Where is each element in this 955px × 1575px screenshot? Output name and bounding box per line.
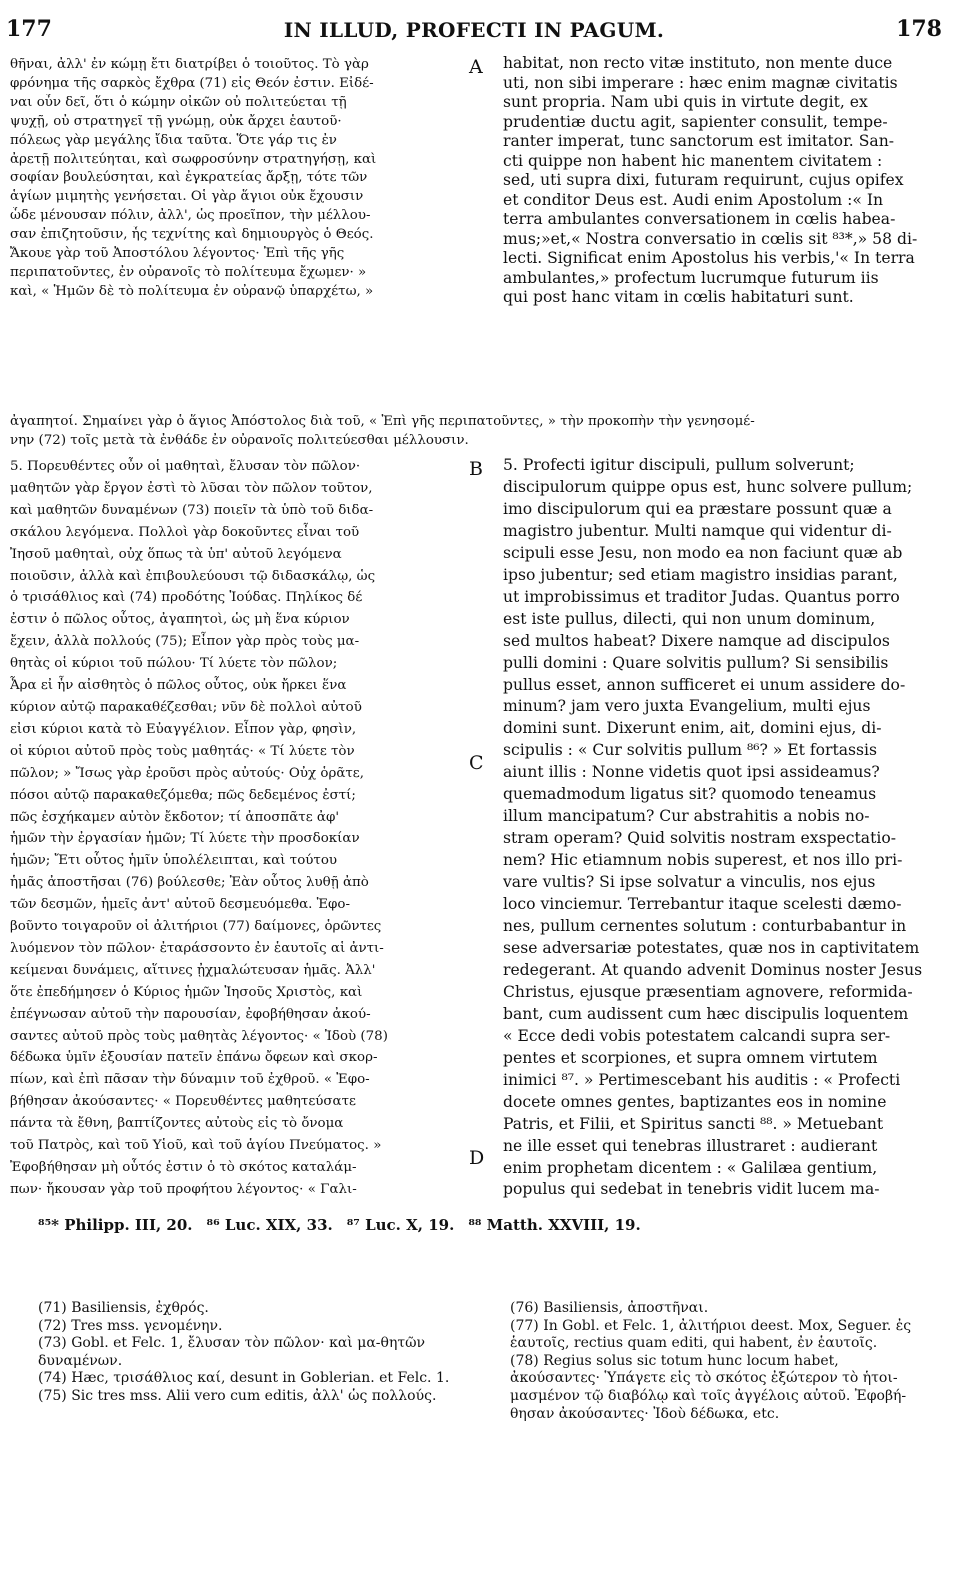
text-line: δέδωκα ὑμῖν ἐξουσίαν πατεῖν ἐπάνω ὄφεων καὶ σκορ- bbox=[10, 1050, 378, 1066]
text-line: φρόνημα τῆς σαρκὸς ἔχθρα (71) εἰς Θεόν ἐστιν. Εἰδέ- bbox=[10, 75, 374, 91]
text-line: aiunt illis : Nonne videtis quot ipsi assideamus? bbox=[503, 763, 880, 782]
text-line: θῆναι, ἀλλ' ἐν κώμῃ ἔτι διατρίβει ὁ τοιοῦτος. Τὸ γὰρ bbox=[10, 57, 369, 72]
text-line: ὧδε μένουσαν πόλιν, ἀλλ', ὡς προεῖπον, τὴν μέλλου- bbox=[10, 208, 371, 224]
text-line: prudentiæ ductu agit, sapienter consulit, tempe- bbox=[503, 112, 888, 131]
text-line: ἐπέγνωσαν αὐτοῦ τὴν παρουσίαν, ἐφοβήθησαν ἀκού- bbox=[10, 1006, 371, 1022]
text-line: illum mancipatum? Cur abstrahitis a nobis no- bbox=[503, 807, 870, 826]
text-line: nes, pullum cernentes solutum : conturbabantur in bbox=[503, 917, 907, 936]
text-line: pulli domini : Quare solvitis pullum? Si sensibilis bbox=[503, 653, 889, 672]
text-line: ἡμῶν τὴν ἐργασίαν ἡμῶν; Τί λύετε τὴν προσδοκίαν bbox=[10, 831, 360, 847]
greek-column-top bbox=[10, 56, 465, 302]
text-line: τοῦ Πατρὸς, καὶ τοῦ Υἱοῦ, καὶ τοῦ ἁγίου Πνεύματος. » bbox=[10, 1138, 382, 1154]
text-line: 5. Profecti igitur discipuli, pullum solverunt; bbox=[503, 456, 855, 474]
latin-column-top bbox=[503, 54, 935, 308]
scripture-reference: ⁸⁷ Luc. X, 19. bbox=[346, 1216, 455, 1234]
text-line: enim prophetam dicentem : « Galilæa gentium, bbox=[503, 1158, 878, 1177]
text-line: pentes et scorpiones, et supra omnem virtutem bbox=[503, 1048, 878, 1067]
footnote: (74) Hæc, τρισάθλιος καί, desunt in Goblerian. et Felc. 1. bbox=[38, 1370, 450, 1387]
page-header bbox=[6, 14, 942, 44]
text-line: redegerant. At quando advenit Dominus noster Jesus bbox=[503, 960, 923, 979]
text-line: ψυχῇ, οὐ στρατηγεῖ τῇ γνώμῃ, οὐκ ἄρχει ἑαυτοῦ· bbox=[10, 113, 342, 129]
text-line: ne ille esset qui tenebras illustraret : audierant bbox=[503, 1136, 878, 1155]
text-line: terra ambulantes conversationem in cœlis habea- bbox=[503, 210, 896, 228]
text-line: sed, uti supra dixi, futuram requirunt, cujus opifex bbox=[503, 171, 904, 189]
text-line: πίων, καὶ ἐπὶ πᾶσαν τὴν δύναμιν τοῦ ἐχθροῦ. « Ἐφο- bbox=[10, 1072, 370, 1088]
text-line: Ἐφοβήθησαν μὴ οὗτός ἐστιν ὁ τὸ σκότος καταλάμ- bbox=[10, 1160, 357, 1175]
text-line: σαν ἐπιζητοῦσιν, ἧς τεχνίτης καὶ δημιουργὸς ὁ Θεός. bbox=[10, 227, 374, 243]
text-line: lecti. Significat enim Apostolus his verbis,'« In terra bbox=[503, 249, 915, 267]
text-line: ἁγίων μιμητὴς γενήσεται. Οἱ γὰρ ἅγιοι οὐκ ἔχουσιν bbox=[10, 189, 364, 205]
section-marker-b: B bbox=[469, 458, 483, 480]
text-line: ναι οὖν δεῖ, ὅτι ὁ κώμην οἰκῶν οὐ πολιτεύεται τῇ bbox=[10, 94, 347, 110]
text-line: ἡμᾶς ἀποστῆσαι (76) βούλεσθε; Ἐὰν οὗτος λυθῇ ἀπὸ bbox=[10, 875, 369, 891]
footnote: (75) Sic tres mss. Alii vero cum editis, ἀλλ' ὡς πολλούς. bbox=[38, 1387, 437, 1404]
text-line: Ἆρα εἰ ἦν αἰσθητὸς ὁ πῶλος οὗτος, οὐκ ἤρκει ἕνα bbox=[10, 678, 347, 694]
footnote: (78) Regius solus sic totum hunc locum habet, ἀκούσαντες· Ὑπάγετε εἰς τὸ σκότος ἐξώτερον τὸ ἡτοι-μασμένον τῷ διαβόλῳ καὶ τοῖς ἀγγέλοις αὐτοῦ. Ἐφοβή-θησαν ἀκούσαντες· Ἰδοὺ δέδωκα, etc. bbox=[510, 1352, 907, 1422]
text-line: habitat, non recto vitæ instituto, non mente duce bbox=[503, 54, 893, 72]
text-line: sese adversariæ potestates, quæ nos in captivitatem bbox=[503, 938, 920, 957]
text-line: imo discipulorum qui ea præstare possunt quæ a bbox=[503, 499, 892, 518]
text-line: περιπατοῦντες, ἐν οὐρανοῖς τὸ πολίτευμα ἔχωμεν· » bbox=[10, 264, 367, 280]
text-line: populus qui sedebat in tenebris vidit lucem ma- bbox=[503, 1180, 880, 1199]
text-line: βοῦντο τοιγαροῦν οἱ ἀλιτήριοι (77) δαίμονες, ὁρῶντες bbox=[10, 919, 382, 935]
text-line: pullus esset, annon sufficeret ei unum assidere do- bbox=[503, 675, 906, 694]
text-line: τῶν δεσμῶν, ἡμεῖς ἀντ' αὐτοῦ δεσμευόμεθα. Ἐφο- bbox=[10, 897, 351, 913]
text-line: scipulis : « Cur solvitis pullum ⁸⁶? » Et fortassis bbox=[503, 741, 878, 760]
text-line: κύριον αὐτῷ παρακαθέζεσθαι; νῦν δὲ πολλοὶ αὐτοῦ bbox=[10, 699, 362, 715]
right-page-number: 178 bbox=[896, 16, 942, 42]
greek-spanning-text bbox=[10, 412, 935, 450]
text-line: sunt propria. Nam ubi quis in virtute degit, ex bbox=[503, 93, 868, 111]
text-line: domini sunt. Dixerunt enim, ait, domini ejus, di- bbox=[503, 719, 882, 738]
greek-column-section-5 bbox=[10, 456, 465, 1201]
text-line: est iste pullus, dilecti, qui non unum dominum, bbox=[503, 609, 876, 628]
text-line: σαντες αὐτοῦ πρὸς τοὺς μαθητὰς λέγοντος· « Ἰδοὺ (78) bbox=[10, 1028, 388, 1044]
text-line: mus;»et,« Nostra conversatio in cœlis sit ⁸³*,» 58 di- bbox=[503, 229, 918, 248]
section-marker-c: C bbox=[469, 752, 484, 774]
text-line: ipso jubentur; sed etiam magistro insidias parant, bbox=[503, 565, 898, 584]
text-line: ranter imperat, tunc sanctorum est imitator. San- bbox=[503, 132, 895, 150]
scripture-reference: ⁸⁵* Philipp. III, 20. bbox=[38, 1216, 193, 1234]
text-line: λυόμενον τὸν πῶλον· ἐταράσσοντο ἐν ἑαυτοῖς αἱ ἀντι- bbox=[10, 940, 384, 956]
footnotes-right bbox=[510, 1300, 930, 1423]
text-line: μαθητῶν γὰρ ἔργον ἐστὶ τὸ λῦσαι τὸν πῶλον τοῦτον, bbox=[10, 480, 373, 496]
text-line: cti quippe non habent hic manentem civitatem : bbox=[503, 151, 883, 170]
text-line: inimici ⁸⁷. » Pertimescebant his auditis : « Profecti bbox=[503, 1070, 901, 1089]
footnotes-left bbox=[38, 1300, 468, 1406]
text-line: θητὰς οἱ κύριοι τοῦ πώλου· Τί λύετε τὸν πῶλον; bbox=[10, 656, 338, 672]
text-line: ambulantes,» profectum lucrumque futurum iis bbox=[503, 268, 879, 287]
latin-column-section-5 bbox=[503, 455, 935, 1201]
text-line: Ἰησοῦ μαθηταὶ, οὐχ ὅπως τὰ ὑπ' αὐτοῦ λεγόμενα bbox=[10, 546, 342, 562]
section-marker-a: A bbox=[469, 56, 483, 78]
text-line: πων· ἤκουσαν γὰρ τοῦ προφήτου λέγοντος· « Γαλι- bbox=[10, 1181, 357, 1197]
text-line: βήθησαν ἀκούσαντες· « Πορευθέντες μαθητεύσατε bbox=[10, 1094, 356, 1110]
text-line: minum? jam vero juxta Evangelium, multi ejus bbox=[503, 697, 871, 716]
text-line: ἀγαπητοί. Σημαίνει γὰρ ὁ ἅγιος Ἀπόστολος διὰ τοῦ, « Ἐπὶ γῆς περιπατοῦντες, » τὴν προκοπὴν τὴν γενησομέ- bbox=[10, 414, 755, 429]
text-line: magistro jubentur. Multi namque qui videntur di- bbox=[503, 521, 892, 540]
text-line: stram operam? Quid solvitis nostram exspectatio- bbox=[503, 829, 896, 848]
text-line: ἀρετῇ πολιτεύηται, καὶ σωφροσύνην στρατηγήσῃ, καὶ bbox=[10, 151, 377, 167]
text-line: docete omnes gentes, baptizantes eos in nomine bbox=[503, 1092, 887, 1111]
scripture-reference: ⁸⁶ Luc. XIX, 33. bbox=[206, 1216, 333, 1234]
footnote: (71) Basiliensis, ἐχθρός. bbox=[38, 1300, 209, 1316]
text-line: ὁ τρισάθλιος καὶ (74) προδότης Ἰούδας. Πηλίκος δέ bbox=[10, 590, 363, 606]
text-line: bant, cum audissent cum hæc discipulis loquentem bbox=[503, 1004, 909, 1023]
text-line: sed multos habeat? Dixere namque ad discipulos bbox=[503, 631, 890, 650]
text-line: loco vinciemur. Terrebantur itaque scelesti dæmo- bbox=[503, 895, 902, 914]
text-line: Christus, ejusque præsentiam agnovere, reformida- bbox=[503, 982, 913, 1001]
text-line: Ἄκουε γὰρ τοῦ Ἀποστόλου λέγοντος· Ἐπὶ τῆς γῆς bbox=[10, 246, 345, 262]
left-page-number: 177 bbox=[6, 16, 52, 42]
text-line: κείμεναι δυνάμεις, αἵτινες ᾐχμαλώτευσαν ἡμᾶς. Ἀλλ' bbox=[10, 962, 376, 978]
text-line: ἡμῶν; Ἔτι οὗτος ἡμῖν ὑπολέλειπται, καὶ τούτου bbox=[10, 853, 338, 869]
text-line: εἰσι κύριοι κατὰ τὸ Εὐαγγέλιον. Εἶπον γὰρ, φησὶν, bbox=[10, 721, 357, 737]
footnote: (72) Tres mss. γενομένην. bbox=[38, 1317, 223, 1334]
text-line: nem? Hic etiamnum nobis superest, et nos illo pri- bbox=[503, 851, 903, 870]
scripture-reference: ⁸⁸ Matth. XXVIII, 19. bbox=[468, 1216, 641, 1234]
text-line: νην (72) τοῖς μετὰ τὰ ἐνθάδε ἐν οὐρανοῖς πολιτεύεσθαι μέλλουσιν. bbox=[10, 433, 469, 448]
footnote: (73) Gobl. et Felc. 1, ἔλυσαν τὸν πῶλον· καὶ μα-θητῶν δυναμένων. bbox=[38, 1335, 426, 1369]
text-line: πῶς ἐσχήκαμεν αὐτὸν ἔκδοτον; τί ἀποσπᾶτε ἀφ' bbox=[10, 809, 339, 825]
text-line: ὅτε ἐπεδήμησεν ὁ Κύριος ἡμῶν Ἰησοῦς Χριστὸς, καὶ bbox=[10, 984, 363, 1000]
text-line: καὶ μαθητῶν δυναμένων (73) ποιεῖν τὰ ὑπὸ τοῦ διδα- bbox=[10, 502, 374, 518]
text-line: vare vultis? Si ipse solvatur a vinculis, nos ejus bbox=[503, 873, 876, 892]
text-line: πόλεως γὰρ μεγάλης ἴδια ταῦτα. Ὅτε γάρ τις ἐν bbox=[10, 132, 337, 148]
section-marker-d: D bbox=[469, 1147, 485, 1169]
text-line: ἐστιν ὁ πῶλος οὗτος, ἀγαπητοὶ, ὡς μὴ ἕνα κύριον bbox=[10, 612, 350, 628]
text-line: « Ecce dedi vobis potestatem calcandi supra ser- bbox=[503, 1026, 891, 1045]
text-line: σοφίαν βουλεύσηται, καὶ ἐγκρατείας ἄρξῃ, τότε τῶν bbox=[10, 170, 368, 186]
text-line: οἱ κύριοι αὐτοῦ πρὸς τοὺς μαθητάς· « Τί λύετε τὸν bbox=[10, 743, 355, 759]
text-line: πῶλον; » Ἴσως γὰρ ἐροῦσι πρὸς αὐτούς· Οὐχ ὁρᾶτε, bbox=[10, 765, 364, 781]
text-line: uti, non sibi imperare : hæc enim magnæ civitatis bbox=[503, 73, 898, 92]
footnote: (77) In Gobl. et Felc. 1, ἀλιτήριοι deest. Mox, Seguer. ἐς ἑαυτοῖς, rectius quam editi, qui habent, ἐν ἑαυτοῖς. bbox=[510, 1317, 912, 1352]
text-line: quemadmodum ligatus sit? quomodo teneamus bbox=[503, 785, 877, 804]
text-line: ut improbissimus et traditor Judas. Quantus porro bbox=[503, 587, 900, 606]
text-line: qui post hanc vitam in cœlis habitaturi sunt. bbox=[503, 288, 854, 306]
text-line: καὶ, « Ἡμῶν δὲ τὸ πολίτευμα ἐν οὐρανῷ ὑπαρχέτω, » bbox=[10, 283, 374, 299]
text-line: Patris, et Filii, et Spiritus sancti ⁸⁸. » Metuebant bbox=[503, 1114, 884, 1133]
text-line: πάντα τὰ ἔθνη, βαπτίζοντες αὐτοὺς εἰς τὸ ὄνομα bbox=[10, 1116, 344, 1132]
text-line: ἔχειν, ἀλλὰ πολλούς (75); Εἶπον γὰρ πρὸς τοὺς μα- bbox=[10, 634, 360, 650]
text-line: discipulorum quippe opus est, hunc solvere pullum; bbox=[503, 477, 913, 496]
text-line: et conditor Deus est. Audi enim Apostolum :« In bbox=[503, 190, 884, 209]
text-line: ποιοῦσιν, ἀλλὰ καὶ ἐπιβουλεύουσι τῷ διδασκάλῳ, ὡς bbox=[10, 568, 376, 584]
text-line: scipuli esse Jesu, non modo ea non faciunt quæ ab bbox=[503, 543, 903, 562]
running-title: IN ILLUD, PROFECTI IN PAGUM. bbox=[283, 18, 665, 42]
scripture-references bbox=[38, 1216, 655, 1234]
text-line: σκάλου λεγόμενα. Πολλοὶ γὰρ δοκοῦντες εἶναι τοῦ bbox=[10, 524, 360, 540]
text-line: 5. Πορευθέντες οὖν οἱ μαθηταὶ, ἔλυσαν τὸν πῶλον· bbox=[10, 459, 361, 474]
footnote: (76) Basiliensis, ἀποστῆναι. bbox=[510, 1300, 709, 1316]
text-line: πόσοι αὐτῷ παρακαθεζόμεθα; πῶς δεδεμένος ἐστί; bbox=[10, 787, 356, 803]
